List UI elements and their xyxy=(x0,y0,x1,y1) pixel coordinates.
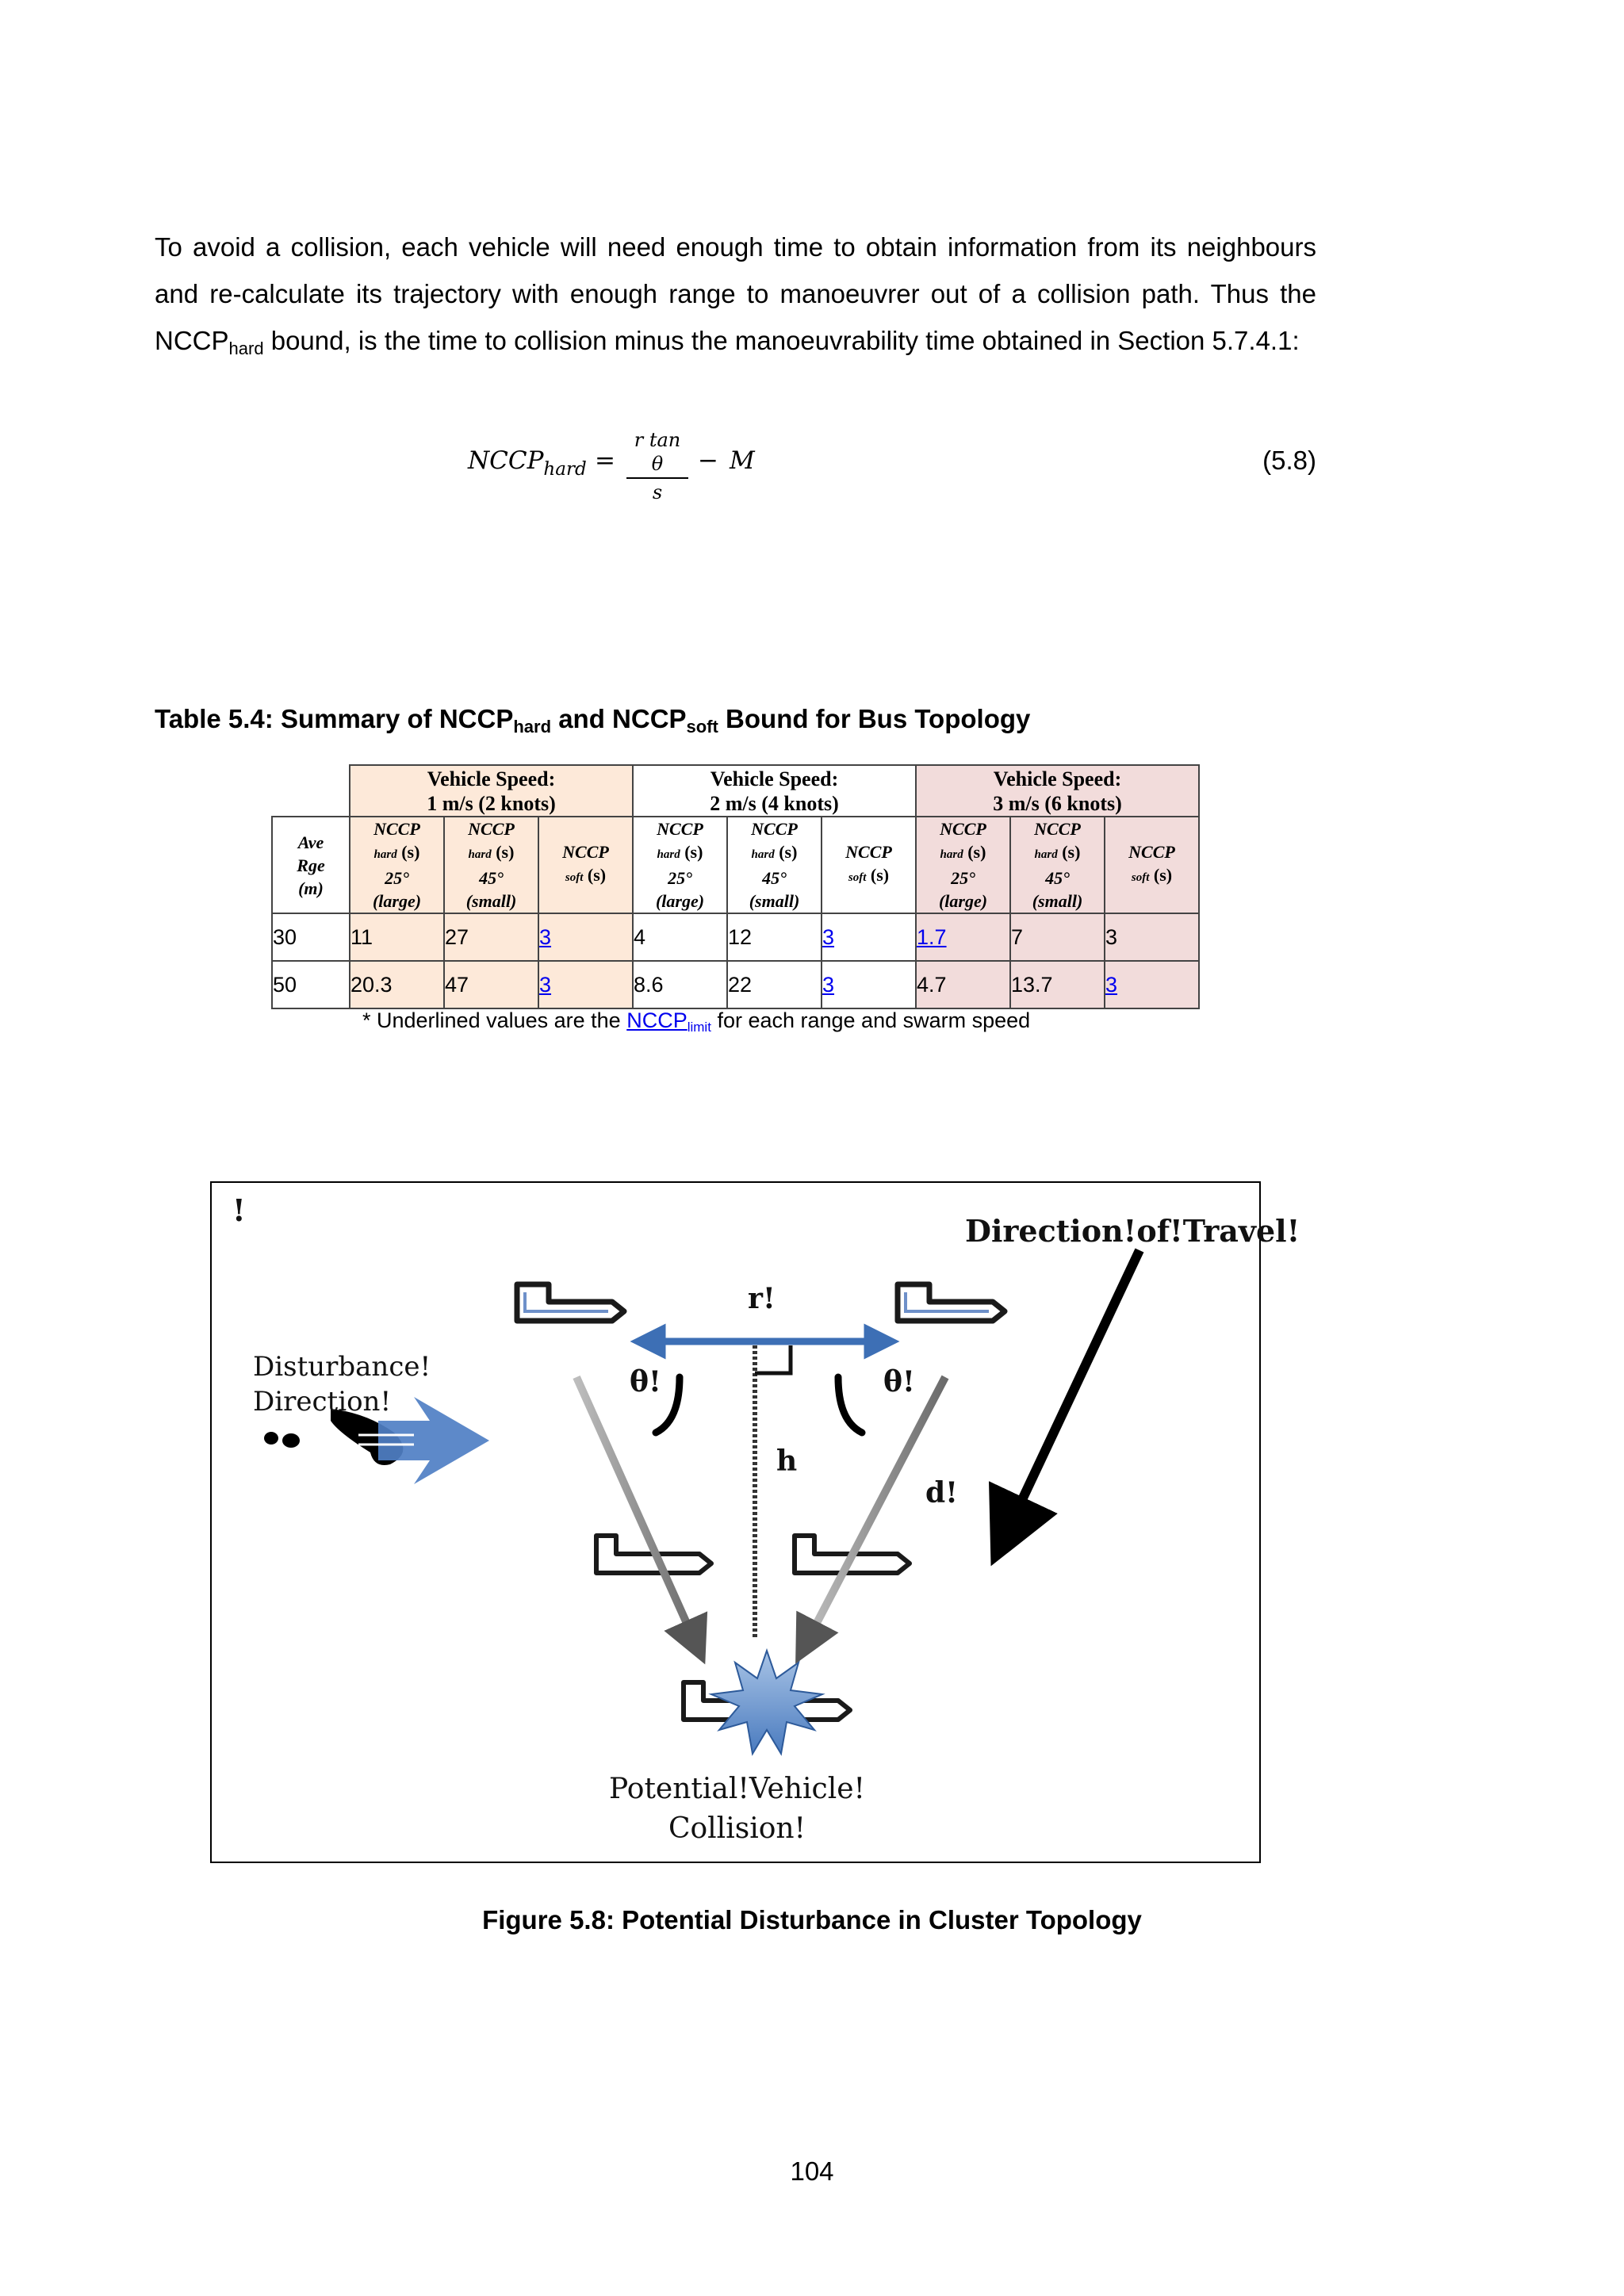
speed-header-3-line1: Vehicle Speed: xyxy=(993,767,1122,790)
figure-caption: Figure 5.8: Potential Disturbance in Cluster Topology xyxy=(482,1905,1142,1934)
table-note-suffix: for each range and swarm speed xyxy=(710,1008,1031,1032)
hdr-size-label: (small) xyxy=(1032,891,1083,911)
equation-lhs-main: NCCP xyxy=(468,446,544,475)
hdr-hard-small-3 xyxy=(1010,817,1105,913)
table-note xyxy=(362,1008,1030,1033)
r-label: r! xyxy=(748,1282,776,1315)
disturbance-label-line2: Direction! xyxy=(253,1386,392,1418)
value-cell xyxy=(350,913,444,961)
d-label: d! xyxy=(925,1476,958,1510)
cell-value-underlined: 3 xyxy=(822,924,835,949)
table-caption-mid: and NCCP xyxy=(551,704,687,733)
hdr-text: NCCP xyxy=(562,842,609,862)
speed-header-3-line2: 3 m/s (6 knots) xyxy=(993,791,1122,815)
value-cell xyxy=(1105,961,1199,1008)
cell-value: 47 xyxy=(445,972,469,997)
cell-value: 20.3 xyxy=(350,972,393,997)
equation-lhs xyxy=(468,446,587,480)
trajectory-arrow-right xyxy=(806,1377,945,1643)
table-caption xyxy=(155,704,1031,737)
collision-label-line1: Potential!Vehicle! xyxy=(609,1773,865,1805)
hdr-unit: (s) xyxy=(779,842,798,862)
hdr-angle: 25° xyxy=(385,868,409,888)
table-note-prefix: * Underlined values are the xyxy=(362,1008,627,1032)
hdr-unit: (s) xyxy=(684,842,703,862)
hdr-sub-text: hard xyxy=(373,848,397,861)
table-row-30 xyxy=(272,913,1199,961)
cell-value: 11 xyxy=(350,924,373,949)
value-cell xyxy=(727,961,822,1008)
value-cell xyxy=(822,961,916,1008)
nccp-limit-link-text[interactable]: NCCP xyxy=(626,1008,688,1032)
hdr-unit: (s) xyxy=(1153,865,1173,885)
table-row-50 xyxy=(272,961,1199,1008)
nccp-limit-link-sub[interactable]: limit xyxy=(687,1020,711,1035)
cell-value: 4.7 xyxy=(917,972,947,997)
speed-header-3 xyxy=(916,765,1199,817)
speed-header-row xyxy=(272,765,1199,817)
direction-of-travel-label: Direction!of!Travel! xyxy=(965,1213,1300,1249)
range-header-line3: (m) xyxy=(298,878,324,898)
hdr-text: NCCP xyxy=(1034,819,1081,839)
range-header-line2: Rge xyxy=(297,855,325,875)
hdr-angle: 45° xyxy=(479,868,504,888)
table-caption-prefix: Table 5.4: Summary of NCCP xyxy=(155,704,514,733)
cell-value-underlined: 1.7 xyxy=(917,924,947,949)
cell-value: 27 xyxy=(445,924,469,949)
body-paragraph xyxy=(155,224,1316,364)
hdr-hard-small-2 xyxy=(727,817,822,913)
hdr-hard-large-3 xyxy=(916,817,1010,913)
value-cell xyxy=(444,961,538,1008)
value-cell xyxy=(444,913,538,961)
value-cell xyxy=(538,961,633,1008)
hdr-hard-large-1 xyxy=(350,817,444,913)
range-cell: 50 xyxy=(272,961,350,1008)
value-cell xyxy=(1010,913,1105,961)
hdr-soft-2 xyxy=(822,817,916,913)
hdr-sub-text: hard xyxy=(940,848,963,861)
speed-header-2-line2: 2 m/s (4 knots) xyxy=(710,791,839,815)
hdr-angle: 45° xyxy=(762,868,787,888)
value-cell xyxy=(1010,961,1105,1008)
speed-header-1-line1: Vehicle Speed: xyxy=(427,767,556,790)
cell-value-underlined: 3 xyxy=(1105,972,1118,997)
hdr-text: NCCP xyxy=(468,819,515,839)
hdr-unit: (s) xyxy=(1062,842,1081,862)
cell-value: 7 xyxy=(1011,924,1024,949)
theta-arc-right xyxy=(838,1377,862,1433)
hdr-sub-text: hard xyxy=(657,848,680,861)
range-cell: 30 xyxy=(272,913,350,961)
equation-term-m: M xyxy=(730,446,755,475)
equation-fraction xyxy=(626,428,688,504)
hdr-text: NCCP xyxy=(373,819,420,839)
hdr-size-label: (small) xyxy=(465,891,517,911)
cell-value: 3 xyxy=(1105,924,1118,949)
hdr-angle: 25° xyxy=(951,868,975,888)
hdr-soft-1 xyxy=(538,817,633,913)
disturbance-label-line1: Disturbance! xyxy=(253,1351,431,1383)
cell-value: 13.7 xyxy=(1011,972,1053,997)
cell-value-underlined: 3 xyxy=(822,972,835,997)
cell-value: 8.6 xyxy=(634,972,664,997)
value-cell xyxy=(822,913,916,961)
hdr-unit: (s) xyxy=(401,842,420,862)
speed-header-2-line1: Vehicle Speed: xyxy=(710,767,839,790)
speed-header-2 xyxy=(633,765,916,817)
figure-5-8 xyxy=(210,1181,1300,1863)
cell-value: 4 xyxy=(634,924,646,949)
value-cell xyxy=(1105,913,1199,961)
hdr-sub-text: soft xyxy=(565,871,584,884)
equation-numerator: r tan θ xyxy=(634,429,681,475)
equation-lhs-sub: hard xyxy=(543,459,587,480)
value-cell xyxy=(538,913,633,961)
page-number: 104 xyxy=(790,2156,834,2186)
table-caption-sub-hard: hard xyxy=(513,717,552,737)
hdr-size-label: (small) xyxy=(749,891,800,911)
value-cell xyxy=(916,961,1010,1008)
speed-header-1 xyxy=(350,765,633,817)
hdr-soft-3 xyxy=(1105,817,1199,913)
hdr-sub-text: soft xyxy=(1131,871,1150,884)
hdr-sub-text: hard xyxy=(1034,848,1058,861)
hdr-text: NCCP xyxy=(751,819,798,839)
cell-value-underlined: 3 xyxy=(539,924,552,949)
hdr-sub-text: hard xyxy=(751,848,775,861)
range-header-line1: Ave xyxy=(297,832,324,852)
hdr-size-label: (large) xyxy=(372,891,422,911)
hdr-unit: (s) xyxy=(496,842,515,862)
value-cell xyxy=(350,961,444,1008)
hdr-sub-text: soft xyxy=(848,871,867,884)
range-header xyxy=(272,817,350,913)
hdr-unit: (s) xyxy=(967,842,986,862)
figure-corner-mark: ! xyxy=(232,1192,246,1228)
value-cell xyxy=(727,913,822,961)
theta-right-label: θ! xyxy=(883,1365,915,1399)
vehicle-top-left xyxy=(517,1284,624,1321)
value-cell xyxy=(633,961,727,1008)
hdr-size-label: (large) xyxy=(938,891,988,911)
paragraph-text-1: To avoid a collision, each vehicle will need enough time to obtain information from its neighbours and re-calculate its trajectory with enough range to manoeuvrer out of a collision path. Thus the NCCP xyxy=(155,232,1316,355)
collision-label xyxy=(212,1770,1262,1849)
paragraph-subscript: hard xyxy=(228,339,264,358)
value-cell xyxy=(916,913,1010,961)
equation-equals: = xyxy=(595,446,615,475)
hdr-size-label: (large) xyxy=(655,891,705,911)
hdr-unit: (s) xyxy=(870,865,890,885)
right-angle-marker xyxy=(755,1345,791,1373)
equation-minus: − xyxy=(698,446,718,475)
cell-value: 12 xyxy=(728,924,753,949)
equation-5-8 xyxy=(468,428,1316,503)
figure-drawing xyxy=(212,1183,1262,1865)
hdr-text: NCCP xyxy=(845,842,892,862)
table-caption-suffix: Bound for Bus Topology xyxy=(718,704,1031,733)
table-corner-blank xyxy=(272,765,350,817)
sub-header-row xyxy=(272,817,1199,913)
paragraph-text-2: bound, is the time to collision minus the manoeuvrability time obtained in Section 5.7.4.1: xyxy=(263,326,1300,355)
nccp-limit-link[interactable] xyxy=(626,1008,711,1035)
hdr-unit: (s) xyxy=(587,865,607,885)
collision-starburst-icon xyxy=(711,1651,822,1754)
h-label: h xyxy=(776,1445,798,1478)
nccp-summary-table xyxy=(271,764,1200,1009)
hdr-text: NCCP xyxy=(657,819,703,839)
cell-value: 22 xyxy=(728,972,753,997)
vehicle-top-right xyxy=(898,1284,1005,1321)
hdr-angle: 45° xyxy=(1045,868,1070,888)
equation-number: (5.8) xyxy=(1262,446,1316,475)
fraction-bar xyxy=(626,477,688,479)
hdr-sub-text: hard xyxy=(468,848,492,861)
value-cell xyxy=(633,913,727,961)
direction-of-travel-arrow xyxy=(1007,1250,1139,1532)
hdr-hard-small-1 xyxy=(444,817,538,913)
collision-label-line2: Collision! xyxy=(668,1812,806,1845)
cell-value-underlined: 3 xyxy=(539,972,552,997)
equation-denominator: s xyxy=(652,481,663,503)
hdr-hard-large-2 xyxy=(633,817,727,913)
trajectory-arrow-left xyxy=(576,1377,695,1643)
table-caption-sub-soft: soft xyxy=(686,717,718,737)
theta-left-label: θ! xyxy=(630,1365,661,1399)
hdr-angle: 25° xyxy=(668,868,692,888)
hdr-text: NCCP xyxy=(1128,842,1175,862)
speed-header-1-line2: 1 m/s (2 knots) xyxy=(427,791,556,815)
disturbance-direction-label xyxy=(253,1349,431,1419)
hdr-text: NCCP xyxy=(940,819,986,839)
